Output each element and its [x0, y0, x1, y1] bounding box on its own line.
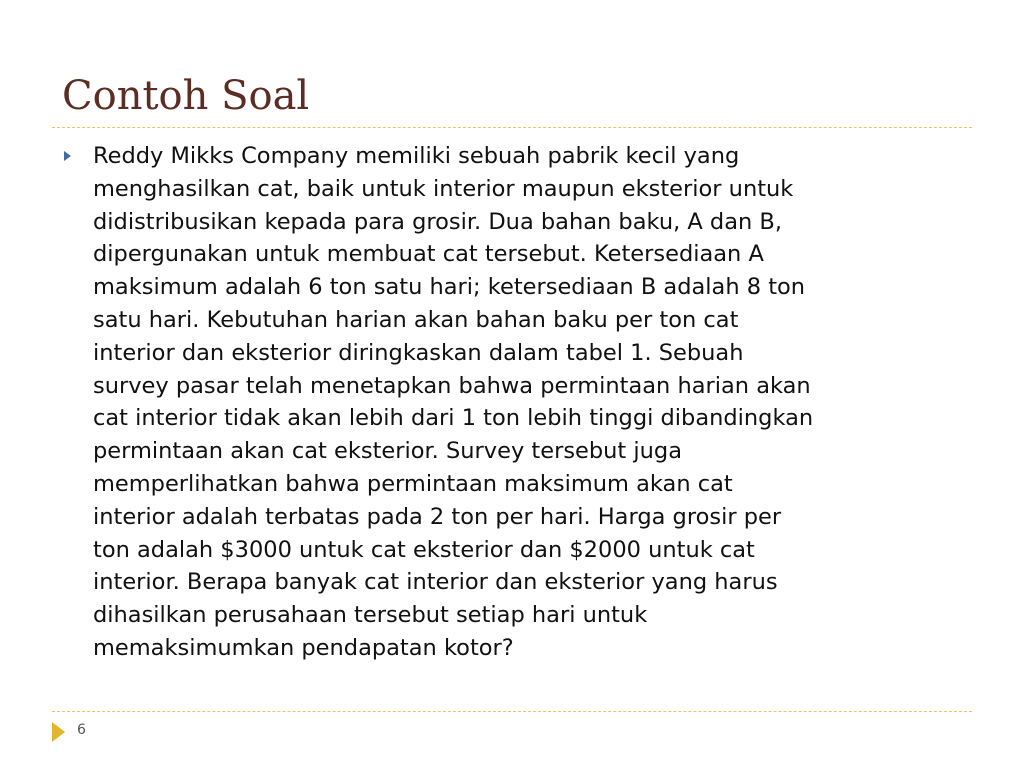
paragraph-line: dipergunakan untuk membuat cat tersebut. Ketersediaan A [93, 241, 764, 268]
slide-title: Contoh Soal [62, 73, 310, 119]
paragraph-line: interior adalah terbatas pada 2 ton per hari. Harga grosir per [93, 503, 782, 530]
paragraph-line: memperlihatkan bahwa permintaan maksimum akan cat [93, 470, 733, 497]
paragraph-line: survey pasar telah menetapkan bahwa permintaan harian akan [93, 372, 811, 399]
paragraph-line: permintaan akan cat eksterior. Survey tersebut juga [93, 438, 682, 465]
paragraph-line: ton adalah $3000 untuk cat eksterior dan $2000 untuk cat [93, 536, 755, 563]
title-divider [52, 127, 972, 128]
paragraph-line: dihasilkan perusahaan tersebut setiap hari untuk [93, 602, 648, 629]
paragraph-line: maksimum adalah 6 ton satu hari; ketersediaan B adalah 8 ton [93, 274, 806, 301]
page-number: 6 [77, 722, 86, 738]
paragraph-line: interior dan eksterior diringkaskan dalam tabel 1. Sebuah [93, 339, 744, 366]
paragraph-line: interior. Berapa banyak cat interior dan eksterior yang harus [93, 569, 778, 596]
paragraph-line: cat interior tidak akan lebih dari 1 ton lebih tinggi dibandingkan [93, 405, 814, 432]
bullet-paragraph [93, 140, 971, 665]
paragraph-line: satu hari. Kebutuhan harian akan bahan baku per ton cat [93, 306, 739, 333]
paragraph-line: Reddy Mikks Company memiliki sebuah pabrik kecil yang [93, 143, 740, 169]
paragraph-line: memaksimumkan pendapatan kotor? [93, 634, 514, 661]
triangle-bullet-icon [64, 151, 71, 161]
triangle-footer-icon [52, 722, 65, 742]
paragraph-line: menghasilkan cat, baik untuk interior maupun eksterior untuk [93, 175, 794, 202]
footer-divider [52, 711, 972, 712]
paragraph-line: didistribusikan kepada para grosir. Dua bahan baku, A dan B, [93, 208, 782, 235]
